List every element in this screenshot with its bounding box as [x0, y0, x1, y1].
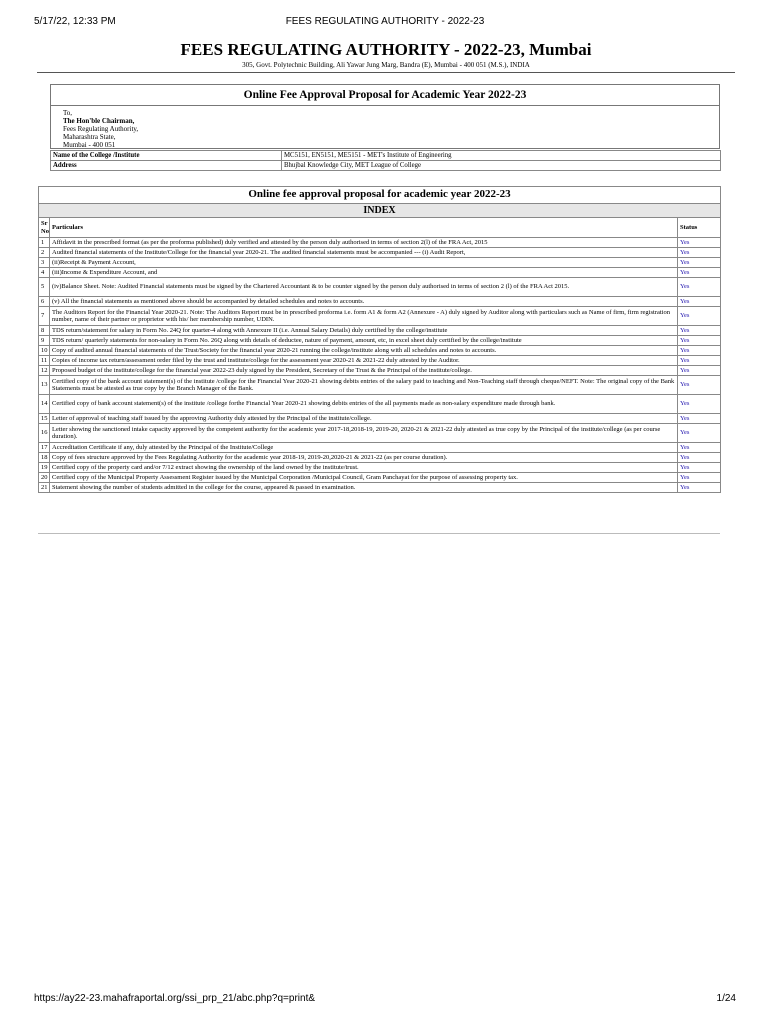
- index-header-row: [39, 218, 721, 238]
- row-status: Yes: [678, 258, 721, 268]
- row-number: 3: [39, 258, 50, 268]
- row-number: 17: [39, 443, 50, 453]
- header-divider: [37, 72, 735, 73]
- table-row: [39, 278, 721, 297]
- table-row: [39, 463, 721, 473]
- table-row: [39, 297, 721, 307]
- row-particulars: Proposed budget of the institute/college for the financial year 2022-23 duly signed by the President, Secretary of the Trust & the Principal of the institute/college.: [50, 366, 678, 376]
- addressee-line: To,: [63, 109, 73, 117]
- row-number: 10: [39, 346, 50, 356]
- row-status: Yes: [678, 414, 721, 424]
- row-particulars: Copies of income tax return/assessment order filed by the trust and institute/college for the assessment year 2020-21 & 2021-22 duly attested by the Auditor.: [50, 356, 678, 366]
- row-number: 5: [39, 278, 50, 297]
- college-row: [51, 151, 721, 161]
- table-row: [39, 424, 721, 443]
- row-particulars: (ii)Receipt & Payment Account,: [50, 258, 678, 268]
- row-number: 14: [39, 395, 50, 414]
- table-row: [39, 376, 721, 395]
- addressee-line: The Hon'ble Chairman,: [63, 117, 135, 125]
- status-header: Status: [678, 218, 721, 238]
- row-status: Yes: [678, 326, 721, 336]
- row-number: 18: [39, 453, 50, 463]
- row-particulars: Copy of fees structure approved by the Fees Regulating Authority for the academic year 2018-19, 2019-20,2020-21 & 2021-22 (as per course duration).: [50, 453, 678, 463]
- row-particulars: Statement showing the number of students admitted in the college for the course, appeared & passed in examination.: [50, 483, 678, 493]
- row-particulars: TDS return/statement for salary in Form No. 24Q for quarter-4 along with Annexure II (i.e. Annual Salary Details) duly certified by the college/institute: [50, 326, 678, 336]
- row-number: 19: [39, 463, 50, 473]
- proposal-title: Online Fee Approval Proposal for Academic Year 2022-23: [51, 85, 719, 106]
- table-row: [39, 443, 721, 453]
- table-row: [39, 268, 721, 278]
- college-label: Name of the College /Institute: [51, 151, 282, 161]
- row-particulars: Accreditation Certificate if any, duly attested by the Principal of the Institute/College: [50, 443, 678, 453]
- row-status: Yes: [678, 336, 721, 346]
- row-particulars: (iv)Balance Sheet. Note: Audited Financial statements must be signed by the Chartered Accountant & to be counter signed by the person duly authorised in terms of section 2 (l) of the FRA Act 2015.: [50, 278, 678, 297]
- row-status: Yes: [678, 268, 721, 278]
- row-status: Yes: [678, 238, 721, 248]
- row-number: 7: [39, 307, 50, 326]
- row-status: Yes: [678, 307, 721, 326]
- row-status: Yes: [678, 366, 721, 376]
- college-value: MC5151, EN5151, ME5151 - MET's Institute of Engineering: [282, 151, 721, 161]
- row-number: 6: [39, 297, 50, 307]
- print-page-title: FEES REGULATING AUTHORITY - 2022-23: [285, 16, 485, 27]
- table-row: [39, 336, 721, 346]
- print-url: https://ay22-23.mahafraportal.org/ssi_prp_21/abc.php?q=print&: [34, 993, 316, 1004]
- row-status: Yes: [678, 473, 721, 483]
- address-label: Address: [51, 161, 282, 171]
- college-info-table: [50, 150, 721, 171]
- row-status: Yes: [678, 463, 721, 473]
- table-row: [39, 307, 721, 326]
- row-status: Yes: [678, 443, 721, 453]
- row-number: 9: [39, 336, 50, 346]
- proposal-box: [50, 84, 720, 149]
- row-status: Yes: [678, 483, 721, 493]
- addressee-line: Mumbai - 400 051: [63, 141, 116, 149]
- print-page-count: 1/24: [716, 993, 736, 1004]
- print-header: [34, 16, 736, 30]
- table-row: [39, 258, 721, 268]
- table-row: [39, 346, 721, 356]
- row-number: 20: [39, 473, 50, 483]
- row-particulars: Audited financial statements of the Institute/College for the financial year 2020-21. The audited financial statements must be accompanied --- (i) Audit Report,: [50, 248, 678, 258]
- table-row: [39, 356, 721, 366]
- table-row: [39, 395, 721, 414]
- table-row: [39, 473, 721, 483]
- index-title: INDEX: [39, 204, 721, 218]
- row-number: 16: [39, 424, 50, 443]
- table-row: [39, 453, 721, 463]
- addressee-line: Fees Regulating Authority,: [63, 125, 139, 133]
- row-particulars: Certified copy of bank account statement(s) of the institute /college forthe Financial Year 2020-21 showing debits entries of the all payments made as non-salary expenditure made through bank.: [50, 395, 678, 414]
- particulars-header: Particulars: [50, 218, 678, 238]
- row-number: 21: [39, 483, 50, 493]
- table-row: [39, 326, 721, 336]
- row-particulars: The Auditors Report for the Financial Year 2020-21. Note: The Auditors Report must be in prescribed proforma i.e. form A1 & form A2 (Annexure - A) duly signed by Auditor along with particulars such as Name of firm, firm registration number, name of their partner or proprietor with his/ her membership number, UDIN.: [50, 307, 678, 326]
- row-particulars: (iii)Income & Expenditure Account, and: [50, 268, 678, 278]
- row-status: Yes: [678, 376, 721, 395]
- row-number: 2: [39, 248, 50, 258]
- print-datetime: 5/17/22, 12:33 PM: [34, 16, 116, 27]
- table-bottom-divider: [38, 533, 720, 534]
- row-particulars: Copy of audited annual financial statements of the Trust/Society for the financial year 2020-21 running the college/institute along with all schedules and notes to accounts.: [50, 346, 678, 356]
- table-row: [39, 483, 721, 493]
- index-section-title: Online fee approval proposal for academic year 2022-23: [39, 187, 721, 204]
- row-particulars: Certified copy of the Municipal Property Assessment Register issued by the Municipal Corporation /Municipal Council, Gram Panchayat for the purpose of assessing property tax.: [50, 473, 678, 483]
- row-particulars: Certified copy of the property card and/or 7/12 extract showing the ownership of the land owned by the institute/trust.: [50, 463, 678, 473]
- table-row: [39, 238, 721, 248]
- table-row: [39, 366, 721, 376]
- row-number: 4: [39, 268, 50, 278]
- row-number: 1: [39, 238, 50, 248]
- table-row: [39, 248, 721, 258]
- row-number: 8: [39, 326, 50, 336]
- address-row: [51, 161, 721, 171]
- index-table: [38, 186, 721, 493]
- addressee-line: Maharashtra State,: [63, 133, 116, 141]
- row-number: 15: [39, 414, 50, 424]
- row-status: Yes: [678, 356, 721, 366]
- row-particulars: Affidavit in the prescribed format (as per the proforma published) duly verified and attested by the person duly authorised in terms of section 2(l) of the FRA Act, 2015: [50, 238, 678, 248]
- authority-address: 305, Govt. Polytechnic Building, Ali Yawar Jung Marg, Bandra (E), Mumbai - 400 051 (M.S.), INDIA: [242, 61, 530, 69]
- row-status: Yes: [678, 395, 721, 414]
- document-title: FEES REGULATING AUTHORITY - 2022-23, Mumbai: [180, 40, 592, 59]
- row-number: 12: [39, 366, 50, 376]
- row-number: 13: [39, 376, 50, 395]
- row-status: Yes: [678, 453, 721, 463]
- sr-no-header: Sr No: [39, 218, 50, 238]
- row-status: Yes: [678, 297, 721, 307]
- row-particulars: Letter of approval of teaching staff issued by the approving Authority duly attested by the Principal of the institute/college.: [50, 414, 678, 424]
- row-status: Yes: [678, 278, 721, 297]
- row-particulars: TDS return/ quarterly statements for non-salary in Form No. 26Q along with details of deductee, nature of payment, amount, etc, in excel sheet duly certified by the college/institute: [50, 336, 678, 346]
- row-particulars: Letter showing the sanctioned intake capacity approved by the competent authority for the academic year 2017-18,2018-19, 2019-20, 2020-21 & 2021-22 duly attested as true copy by the Principal of the institute/college (as per course duration).: [50, 424, 678, 443]
- print-footer: [34, 993, 736, 1007]
- row-particulars: (v) All the financial statements as mentioned above should be accompanied by detailed schedules and notes to accounts.: [50, 297, 678, 307]
- row-status: Yes: [678, 248, 721, 258]
- addressee-block: [63, 109, 719, 149]
- table-row: [39, 414, 721, 424]
- row-number: 11: [39, 356, 50, 366]
- row-particulars: Certified copy of the bank account statement(s) of the institute /college for the Financial Year 2020-21 showing debits entries of the salary paid to teaching and Non-Teaching staff through cheque/NEFT. Note: The original copy of the Bank Statements must be attested as true copy by the Branch Manager of the Bank.: [50, 376, 678, 395]
- address-value: Bhujbal Knowledge City, MET League of College: [282, 161, 721, 171]
- row-status: Yes: [678, 424, 721, 443]
- row-status: Yes: [678, 346, 721, 356]
